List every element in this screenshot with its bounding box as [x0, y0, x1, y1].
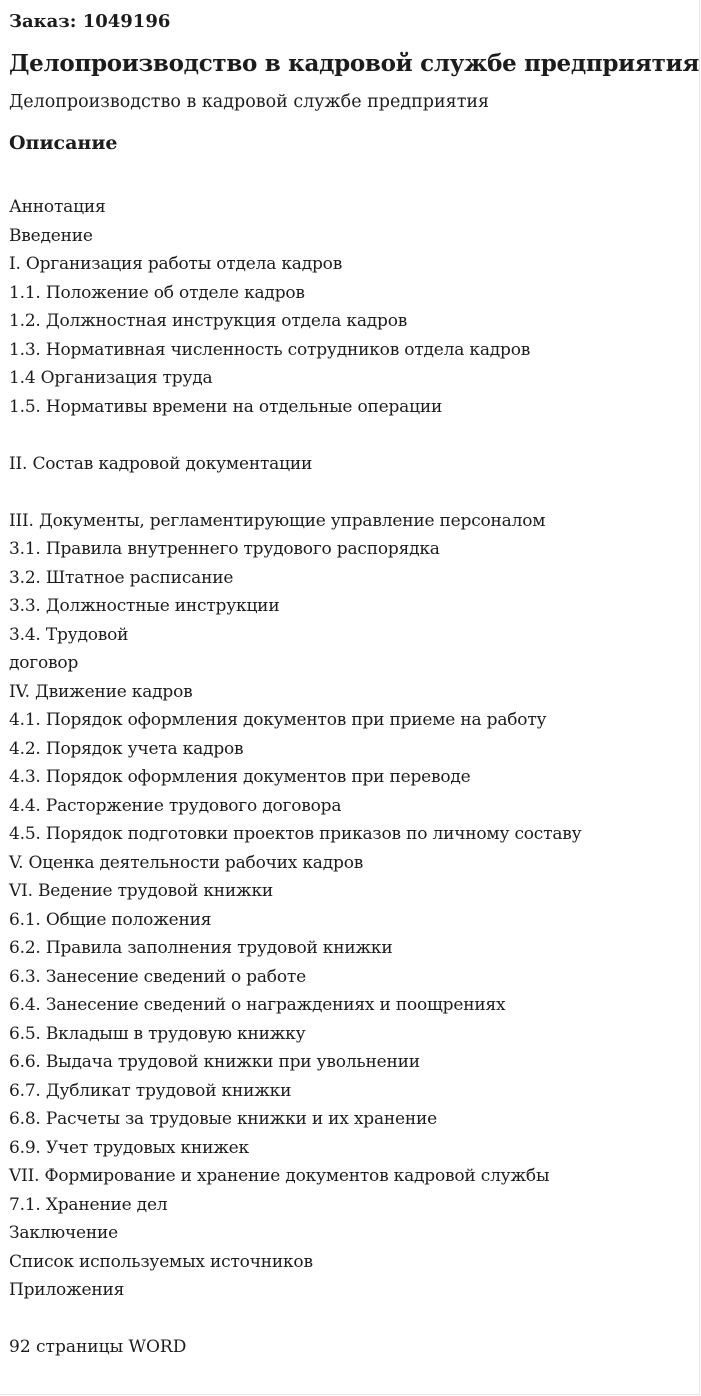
table-of-contents: [9, 193, 581, 1305]
document-subtitle: Делопроизводство в кадровой службе предприятия: [9, 92, 490, 112]
toc-item: 6.5. Вкладыш в трудовую книжку: [9, 1023, 306, 1044]
toc-item: Введение: [9, 225, 93, 246]
toc-item: IV. Движение кадров: [9, 681, 193, 702]
toc-item: 6.7. Дубликат трудовой книжки: [9, 1080, 292, 1101]
toc-item: V. Оценка деятельности рабочих кадров: [9, 852, 364, 873]
toc-item: 1.2. Должностная инструкция отдела кадров: [9, 311, 408, 331]
toc-item: 3.4. Трудовой: [9, 624, 129, 645]
document-title: Делопроизводство в кадровой службе предприятия: [9, 50, 700, 77]
toc-item: VII. Формирование и хранение документов кадровой службы: [9, 1166, 550, 1186]
toc-item: 6.6. Выдача трудовой книжки при увольнении: [9, 1052, 420, 1072]
toc-item: 1.3. Нормативная численность сотрудников отдела кадров: [9, 339, 531, 360]
toc-item: I. Организация работы отдела кадров: [9, 254, 343, 274]
toc-item: 4.3. Порядок оформления документов при переводе: [9, 767, 471, 787]
toc-item: III. Документы, регламентирующие управление персоналом: [9, 510, 546, 531]
toc-item: Приложения: [9, 1280, 125, 1300]
toc-item: 3.1. Правила внутреннего трудового распорядка: [9, 539, 440, 559]
order-number: Заказ: 1049196: [9, 11, 171, 32]
toc-item: 3.3. Должностные инструкции: [9, 596, 280, 616]
toc-item: Заключение: [9, 1223, 118, 1243]
toc-item: II. Состав кадровой документации: [9, 453, 313, 474]
toc-spacer: [9, 421, 581, 450]
toc-item: договор: [9, 653, 79, 673]
toc-item: 6.4. Занесение сведений о награждениях и поощрениях: [9, 995, 506, 1015]
toc-item: Список используемых источников: [9, 1251, 313, 1272]
toc-item: 4.4. Расторжение трудового договора: [9, 795, 342, 816]
toc-item: 6.2. Правила заполнения трудовой книжки: [9, 938, 393, 958]
toc-item: 1.4 Организация труда: [9, 368, 213, 388]
toc-item: 1.1. Положение об отделе кадров: [9, 282, 305, 303]
description-heading: Описание: [9, 132, 118, 154]
toc-item: 4.5. Порядок подготовки проектов приказов по личному составу: [9, 824, 582, 844]
toc-item: 1.5. Нормативы времени на отдельные операции: [9, 396, 443, 417]
toc-item: 7.1. Хранение дел: [9, 1194, 168, 1215]
toc-item: Аннотация: [9, 197, 106, 217]
toc-item: 4.1. Порядок оформления документов при приеме на работу: [9, 710, 547, 730]
toc-item: 6.1. Общие положения: [9, 909, 212, 930]
toc-item: 6.8. Расчеты за трудовые книжки и их хранение: [9, 1109, 438, 1129]
toc-spacer: [9, 478, 581, 507]
toc-item: VI. Ведение трудовой книжки: [9, 881, 274, 901]
toc-item: 4.2. Порядок учета кадров: [9, 738, 244, 759]
toc-item: 6.3. Занесение сведений о работе: [9, 966, 306, 987]
toc-item: 3.2. Штатное расписание: [9, 567, 234, 588]
page-count: 92 страницы WORD: [9, 1337, 187, 1357]
toc-item: 6.9. Учет трудовых книжек: [9, 1137, 249, 1158]
